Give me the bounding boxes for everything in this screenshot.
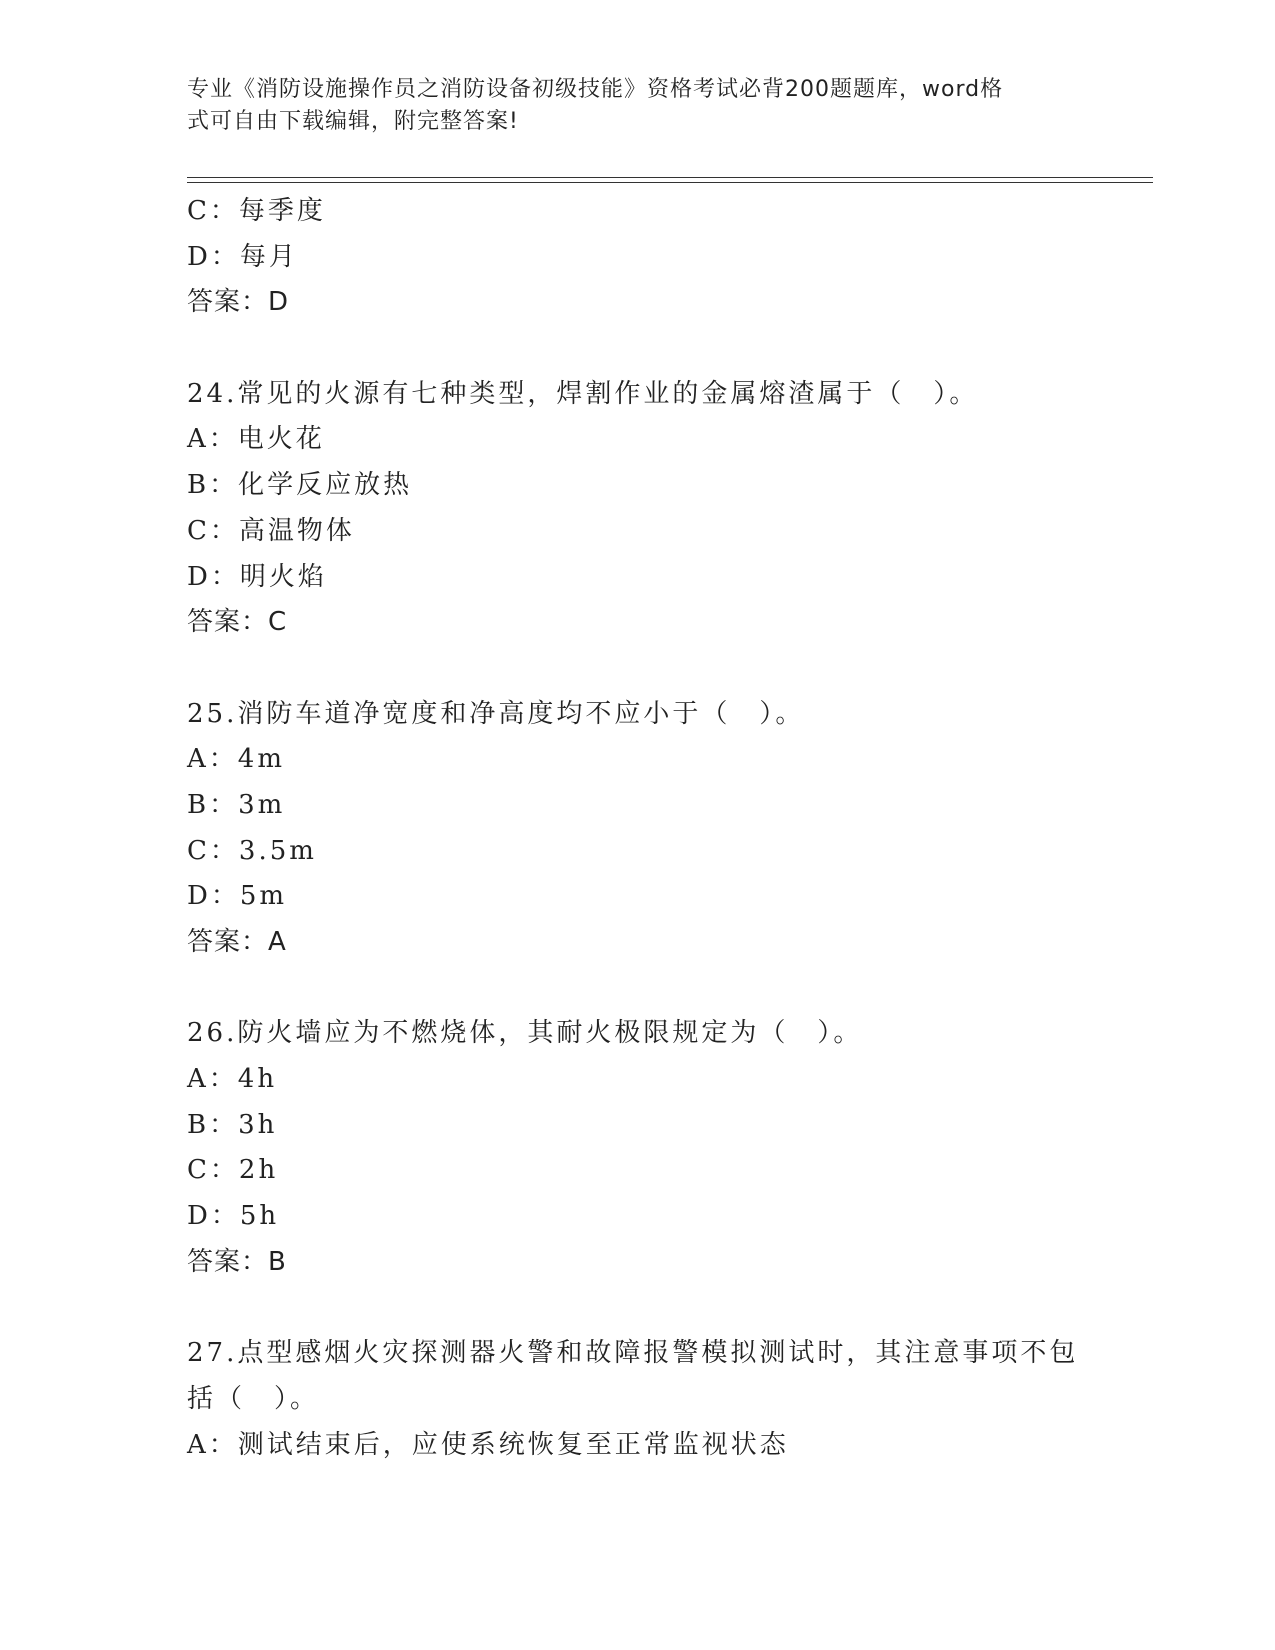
option-a: A：4h [187,1064,278,1095]
option-a: A：测试结束后，应使系统恢复至正常监视状态 [187,1429,789,1460]
option-a: A：电火花 [187,424,325,455]
option-d: D：5m [187,881,288,912]
question-stem-line-1: 27.点型感烟火灾探测器火警和故障报警模拟测试时，其注意事项不包 [187,1338,1079,1369]
option-c: C：3.5m [187,835,317,866]
header-divider-bottom [187,182,1153,183]
option-a: A：4m [187,744,285,775]
option-d: D：每月 [187,241,298,272]
answer-line: 答案：C [187,607,288,638]
header-line-1: 专业《消防设施操作员之消防设备初级技能》资格考试必背200题题库，word格 [187,77,1004,102]
question-23-continued [187,189,1087,326]
answer-line: 答案：B [187,1246,287,1277]
question-26 [187,1011,1087,1285]
option-b: B：3m [187,789,286,820]
option-c: C：每季度 [187,196,326,226]
question-stem: 25.消防车道净宽度和净高度均不应小于（ ）。 [187,698,805,729]
spacer [187,326,1087,372]
question-stem: 26.防火墙应为不燃烧体，其耐火极限规定为（ ）。 [187,1018,863,1049]
spacer [187,646,1087,692]
option-d: D：5h [187,1201,280,1232]
option-b: B：化学反应放热 [187,470,413,501]
spacer [187,966,1087,1012]
question-stem: 24.常见的火源有七种类型，焊割作业的金属熔渣属于（ ）。 [187,378,979,409]
header-line-2: 式可自由下载编辑，附完整答案! [187,109,519,134]
question-stem-line-2: 括（ ）。 [187,1383,320,1414]
question-24 [187,372,1087,646]
option-c: C：高温物体 [187,515,355,546]
option-c: C：2h [187,1155,279,1186]
header-divider-top [187,177,1153,178]
document-header [187,74,1067,138]
option-b: B：3h [187,1109,278,1140]
question-27 [187,1331,1087,1468]
option-d: D：明火焰 [187,561,327,592]
answer-line: 答案：A [187,927,287,957]
question-list [187,189,1087,1468]
answer-line: 答案：D [187,287,290,318]
spacer [187,1286,1087,1332]
question-25 [187,692,1087,966]
